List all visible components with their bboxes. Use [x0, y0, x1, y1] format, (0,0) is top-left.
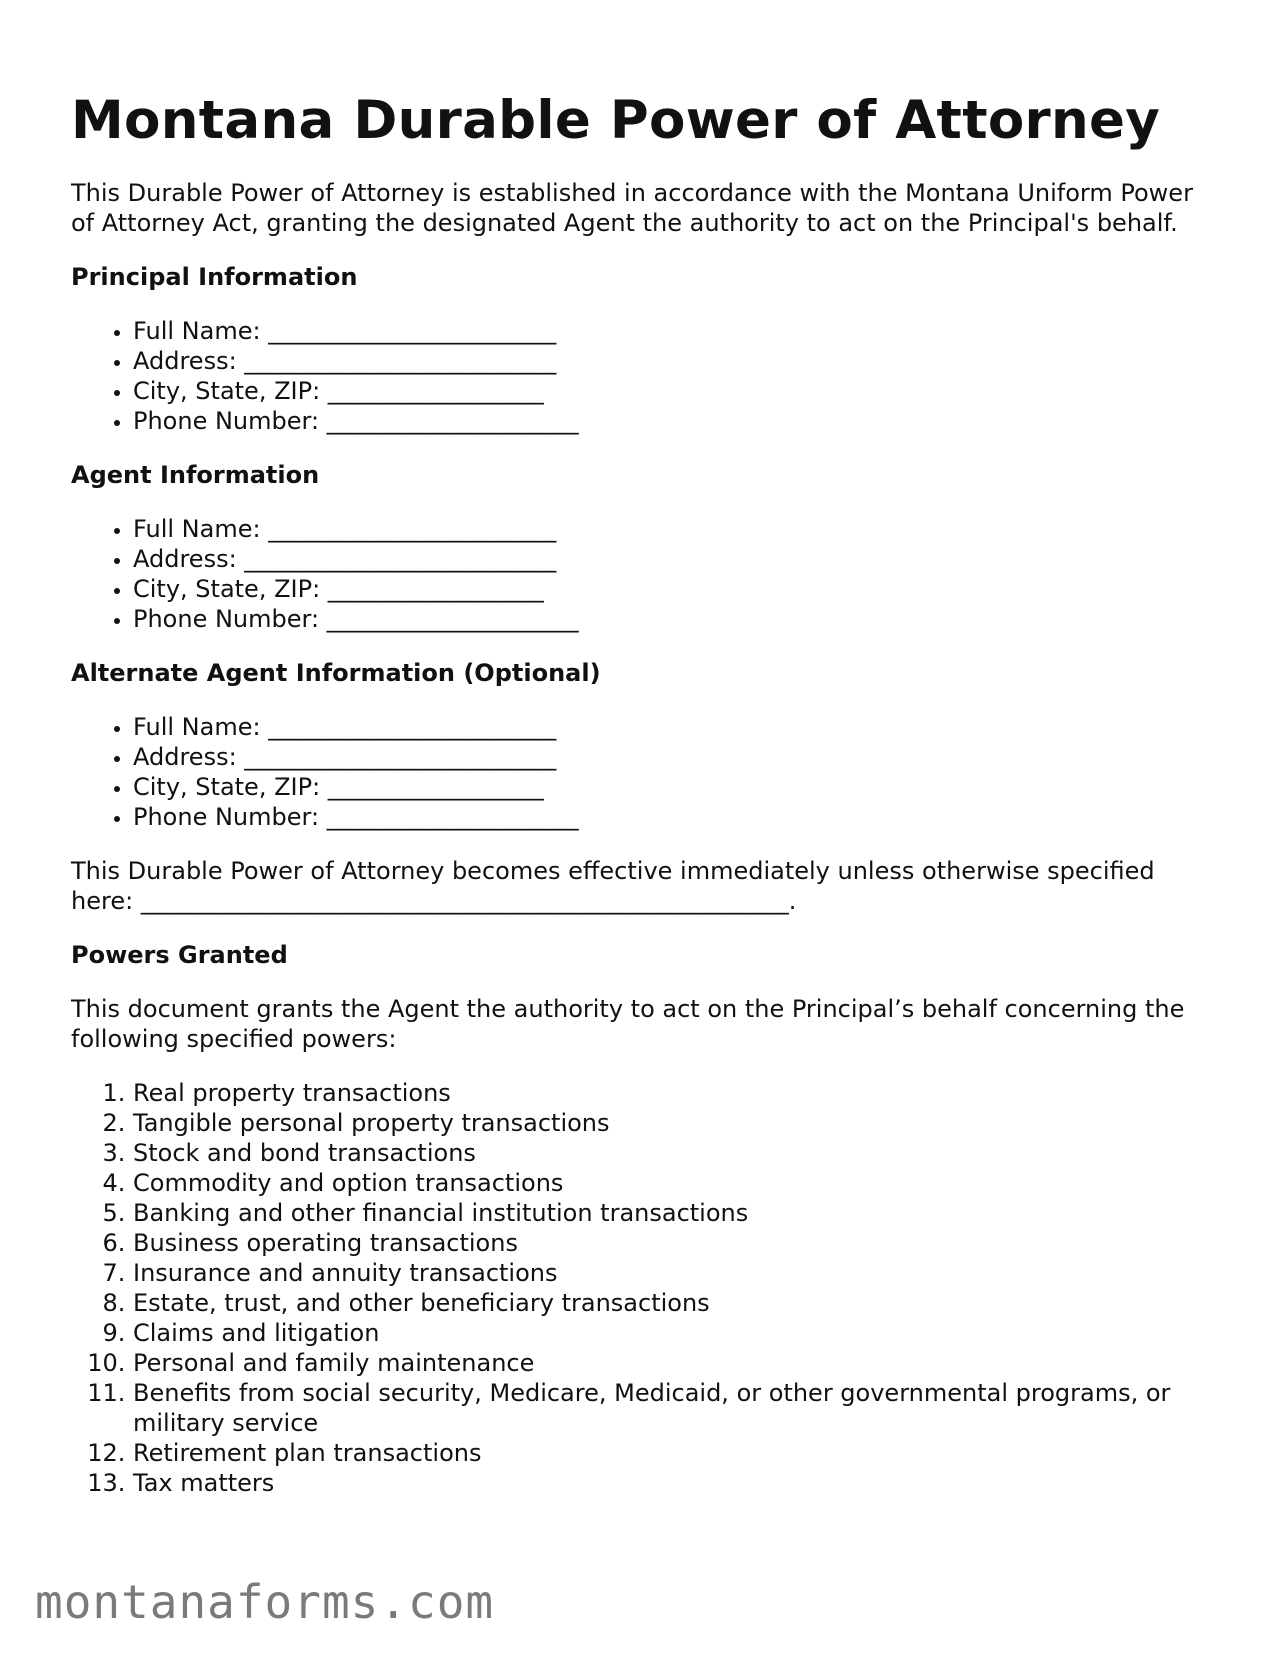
agent-address-field: • Address: __________________________ [133, 544, 1221, 574]
power-item: 3. Stock and bond transactions [133, 1138, 1221, 1168]
agent-heading: Agent Information [71, 461, 320, 489]
document-title: Montana Durable Power of Attorney [71, 90, 1161, 151]
alternate-phone-field: • Phone Number: _____________________ [133, 802, 1221, 832]
principal-full-name-field: • Full Name: ________________________ [133, 316, 1221, 346]
agent-full-name-field: • Full Name: ________________________ [133, 514, 1221, 544]
power-item: 4. Commodity and option transactions [133, 1168, 1221, 1198]
power-item: 10. Personal and family maintenance [133, 1348, 1221, 1378]
power-item: 6. Business operating transactions [133, 1228, 1221, 1258]
principal-address-field: • Address: __________________________ [133, 346, 1221, 376]
alternate-agent-fields [71, 712, 1221, 832]
agent-fields [71, 514, 1221, 634]
document-page [71, 84, 1221, 1498]
powers-list [71, 1078, 1221, 1498]
powers-intro: This document grants the Agent the authority to act on the Principal’s behalf concerning the following specified powers: [71, 995, 1185, 1053]
principal-heading: Principal Information [71, 263, 358, 291]
power-item: 12. Retirement plan transactions [133, 1438, 1221, 1468]
alternate-full-name-field: • Full Name: ________________________ [133, 712, 1221, 742]
effective-date-paragraph: This Durable Power of Attorney becomes effective immediately unless otherwise specified here: ______________________________________________________. [71, 857, 1155, 915]
principal-city-state-zip-field: • City, State, ZIP: __________________ [133, 376, 1221, 406]
alternate-city-state-zip-field: • City, State, ZIP: __________________ [133, 772, 1221, 802]
principal-fields [71, 316, 1221, 436]
powers-heading: Powers Granted [71, 941, 288, 969]
agent-phone-field: • Phone Number: _____________________ [133, 604, 1221, 634]
watermark: montanaforms.com [35, 1575, 495, 1629]
power-item: 1. Real property transactions [133, 1078, 1221, 1108]
principal-phone-field: • Phone Number: _____________________ [133, 406, 1221, 436]
power-item: 2. Tangible personal property transactions [133, 1108, 1221, 1138]
power-item: 8. Estate, trust, and other beneficiary transactions [133, 1288, 1221, 1318]
power-item: 5. Banking and other financial institution transactions [133, 1198, 1221, 1228]
power-item: 11. Benefits from social security, Medicare, Medicaid, or other governmental programs, or military service [133, 1378, 1221, 1438]
agent-city-state-zip-field: • City, State, ZIP: __________________ [133, 574, 1221, 604]
alternate-address-field: • Address: __________________________ [133, 742, 1221, 772]
intro-paragraph: This Durable Power of Attorney is established in accordance with the Montana Uniform Power of Attorney Act, granting the designated Agent the authority to act on the Principal's behalf. [71, 179, 1193, 237]
power-item: 9. Claims and litigation [133, 1318, 1221, 1348]
alternate-agent-heading: Alternate Agent Information (Optional) [71, 659, 601, 687]
power-item: 13. Tax matters [133, 1468, 1221, 1498]
power-item: 7. Insurance and annuity transactions [133, 1258, 1221, 1288]
